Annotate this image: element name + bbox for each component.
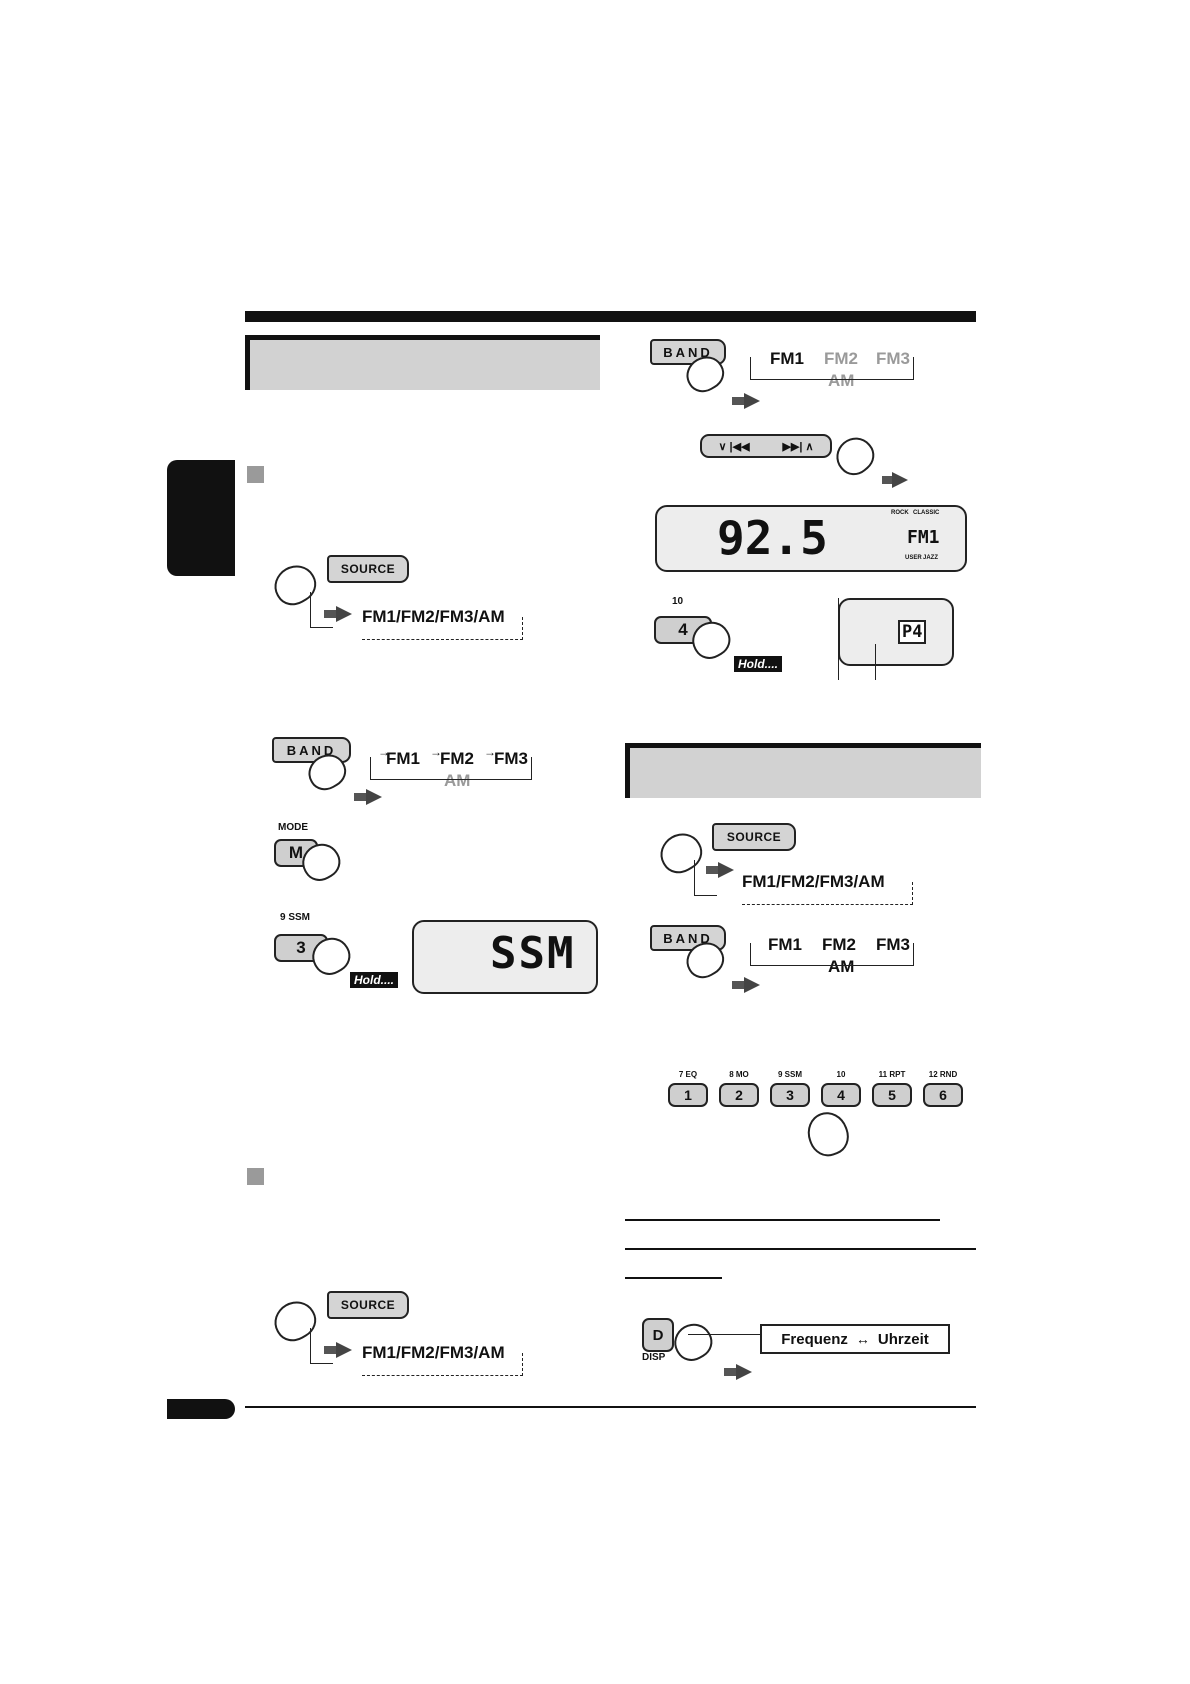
flow-fm1: FM1 [770, 349, 804, 368]
preset-1: 7 EQ 1 [668, 1070, 708, 1107]
preset-6: 12 RND 6 [923, 1070, 963, 1107]
source-cycle-label: FM1/FM2/FM3/AM [362, 1343, 505, 1362]
arrow-icon: → [484, 745, 496, 759]
tune-down-button[interactable]: ∨ |◀◀ [718, 440, 750, 453]
ssm-button[interactable]: 3 [274, 934, 328, 962]
section-heading-left [245, 335, 600, 390]
flow-fm3: FM3 [876, 935, 910, 954]
toggle-arrow-icon: ↔ [855, 1331, 870, 1347]
band-step-right-1 [650, 337, 950, 409]
source-button[interactable]: SOURCE [327, 555, 409, 583]
flow-fm2: FM2 [824, 349, 858, 368]
preset-button-row [668, 1070, 968, 1160]
press-arrow-icon [892, 472, 908, 488]
press-arrow-icon [336, 1342, 352, 1358]
preset-4-button[interactable]: 4 [654, 616, 712, 644]
preset-indicator: P4 [898, 620, 926, 644]
ssm-step [272, 912, 402, 992]
press-arrow-icon [736, 1364, 752, 1380]
flow-fm2: FM2 [822, 935, 856, 954]
hold-label: Hold.... [734, 656, 782, 672]
finger-icon [668, 1317, 719, 1367]
eq-label-user: USER [905, 555, 922, 561]
finger-icon [802, 1106, 855, 1161]
top-rule [245, 311, 976, 322]
preset-lcd-display [838, 598, 954, 666]
band-indicator: FM1 [907, 527, 940, 548]
preset10-caption: 10 [672, 596, 684, 607]
press-arrow-icon [744, 393, 760, 409]
band-step-right-2 [650, 923, 950, 995]
press-arrow-icon [336, 606, 352, 622]
press-arrow-icon [744, 977, 760, 993]
mode-step [272, 822, 392, 892]
mode-button[interactable]: M [274, 839, 318, 867]
preset-3: 9 SSM 3 [770, 1070, 810, 1107]
arrow-icon: → [378, 745, 390, 759]
hold-label: Hold.... [350, 972, 398, 988]
preset-6-button[interactable]: 6 [923, 1083, 963, 1107]
eq-label-rock: ROCK [891, 510, 909, 516]
source-cycle-label: FM1/FM2/FM3/AM [362, 607, 505, 626]
toggle-frequency: Frequenz [781, 1330, 848, 1348]
source-button[interactable]: SOURCE [327, 1291, 409, 1319]
subsection-bullet-1 [247, 466, 264, 483]
band-button[interactable]: BAND [650, 925, 726, 951]
preset-2: 8 MO 2 [719, 1070, 759, 1107]
preset-4-button[interactable]: 4 [821, 1083, 861, 1107]
ssm-display-text: SSM [490, 928, 576, 979]
tune-up-button[interactable]: ▶▶| ∧ [782, 440, 814, 453]
source-step-2 [272, 1288, 572, 1383]
finger-icon [829, 430, 881, 482]
page-number-tab [167, 1399, 235, 1419]
preset-4: 10 4 [821, 1070, 861, 1107]
preset-5: 11 RPT 5 [872, 1070, 912, 1107]
press-arrow-icon [366, 789, 382, 805]
eq-label-jazz: JAZZ [923, 555, 938, 561]
preset-5-button[interactable]: 5 [872, 1083, 912, 1107]
flow-fm1: FM1 [768, 935, 802, 954]
preset-3-button[interactable]: 3 [770, 1083, 810, 1107]
flow-am: AM [444, 771, 471, 790]
source-cycle-label: FM1/FM2/FM3/AM [742, 872, 885, 891]
eq-label-classic: CLASSIC [913, 510, 940, 516]
frequency-readout: 92.5 [717, 511, 828, 565]
section-heading-right [625, 743, 981, 798]
disp-button[interactable]: D [642, 1318, 674, 1352]
ssm-lcd-display [412, 920, 598, 994]
arrow-icon: → [430, 745, 442, 759]
source-step-3 [650, 820, 950, 915]
source-step-1 [272, 552, 572, 647]
flow-fm2: FM2 [440, 749, 474, 768]
disp-step [640, 1316, 960, 1396]
language-tab [167, 460, 235, 576]
preset-1-button[interactable]: 1 [668, 1083, 708, 1107]
source-button[interactable]: SOURCE [712, 823, 796, 851]
flow-am: AM [828, 957, 855, 976]
flow-fm1: FM1 [386, 749, 420, 768]
flow-am: AM [828, 371, 855, 390]
band-button[interactable]: BAND [650, 339, 726, 365]
display-toggle-box [760, 1324, 950, 1354]
tuning-step [650, 432, 920, 492]
frequency-lcd-display [655, 505, 967, 572]
band-button[interactable]: BAND [272, 737, 351, 763]
band-step-left [272, 735, 572, 805]
preset-2-button[interactable]: 2 [719, 1083, 759, 1107]
flow-fm3: FM3 [494, 749, 528, 768]
flow-fm3: FM3 [876, 349, 910, 368]
mode-caption: MODE [278, 822, 308, 833]
callout-line [875, 644, 876, 680]
bottom-rule [245, 1406, 976, 1408]
tuning-buttons [700, 434, 832, 458]
preset-store-step [650, 596, 790, 676]
ssm-caption: 9 SSM [280, 912, 311, 923]
subsection-bullet-2 [247, 1168, 264, 1185]
press-arrow-icon [718, 862, 734, 878]
toggle-clock: Uhrzeit [877, 1330, 929, 1348]
disp-caption: DISP [642, 1352, 666, 1363]
